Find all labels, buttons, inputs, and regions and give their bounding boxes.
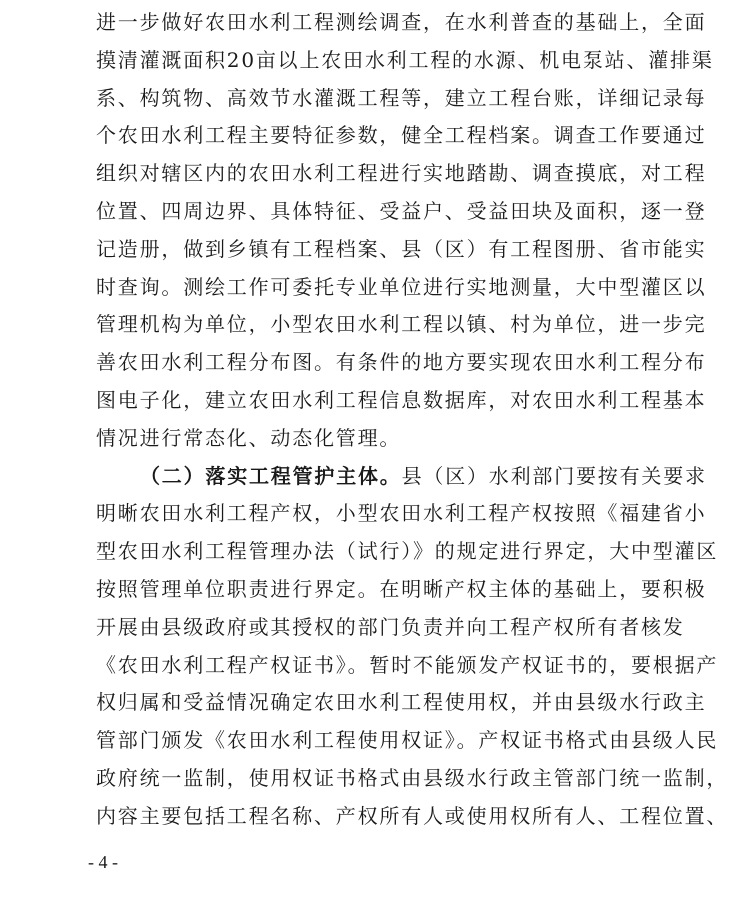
text-line: 政府统一监制，使用权证书格式由县级水行政主管部门统一监制， [96,765,729,790]
text-line: 管部门颁发《农田水利工程使用权证》。产权证书格式由县级人民 [96,728,719,753]
text-line: 开展由县级政府或其授权的部门负责并向工程产权所有者核发 [96,614,685,639]
text-line: 进一步做好农田水利工程测绘调查，在水利普查的基础上，全面 [96,10,707,34]
paragraph-1 [96,4,714,458]
text-line: 摸清灌溉面积20亩以上农田水利工程的水源、机电泵站、灌排渠 [96,47,714,72]
text-line: 《农田水利工程产权证书》。暂时不能颁发产权证书的，要根据产 [96,652,719,677]
document-body [96,4,729,836]
text-line: 组织对辖区内的农田水利工程进行实地踏勘、调查摸底，对工程 [96,161,707,186]
text-line: 个农田水利工程主要特征参数，健全工程档案。调查工作要通过 [96,123,707,148]
text-line: 管理机构为单位，小型农田水利工程以镇、村为单位，进一步完 [96,312,707,337]
text-line: 型农田水利工程管理办法（试行）》的规定进行界定，大中型灌区 [96,539,719,564]
text-line: 时查询。测绘工作可委托专业单位进行实地测量，大中型灌区以 [96,274,707,299]
text-line: 位置、四周边界、具体特征、受益户、受益田块及面积，逐一登 [96,198,707,223]
text-line: 权归属和受益情况确定农田水利工程使用权，并由县级水行政主 [96,690,707,715]
text-line: 系、构筑物、高效节水灌溉工程等，建立工程台账，详细记录每 [96,85,707,110]
text-line: 按照管理单位职责进行界定。在明晰产权主体的基础上，要积极 [96,576,707,601]
text-line: 记造册，做到乡镇有工程档案、县（区）有工程图册、省市能实 [96,236,707,261]
heading-line-text: 县（区）水利部门要按有关要求 [401,463,707,488]
paragraph-2 [96,458,729,836]
section-heading-line [96,458,707,496]
section-heading: （二）落实工程管护主体。 [140,463,402,488]
text-line: 图电子化，建立农田水利工程信息数据库，对农田水利工程基本 [96,387,707,412]
text-line: 情况进行常态化、动态化管理。 [96,425,402,450]
text-line: 内容主要包括工程名称、产权所有人或使用权所有人、工程位置、 [96,803,729,828]
text-line: 善农田水利工程分布图。有条件的地方要实现农田水利工程分布 [96,350,707,375]
text-line: 明晰农田水利工程产权，小型农田水利工程产权按照《福建省小 [96,501,707,526]
page-number: - 4 - [88,852,118,872]
